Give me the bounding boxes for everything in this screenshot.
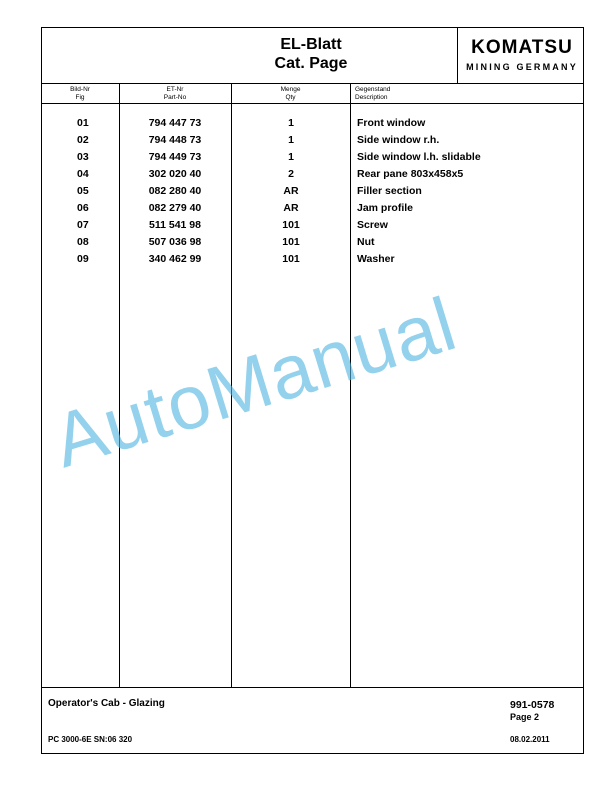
cell-qty: 1	[288, 134, 294, 146]
cell-description: Filler section	[357, 185, 422, 197]
cell-description: Front window	[357, 117, 426, 129]
cell-part: 794 447 73	[148, 117, 202, 129]
column-header-qty	[231, 86, 350, 102]
cell-qty: 101	[282, 219, 300, 231]
cell-part: 511 541 98	[149, 219, 201, 231]
cell-fig: 04	[77, 168, 89, 180]
column-header-de: Gegenstand	[355, 86, 391, 93]
footer-title: Operator's Cab - Glazing	[48, 698, 165, 709]
cell-qty: 1	[288, 117, 294, 129]
column-header-en: Qty	[285, 94, 296, 101]
table-row	[41, 117, 584, 134]
table-row	[41, 202, 584, 219]
table-row	[41, 168, 584, 185]
machine-model: PC 3000-6E SN:06 320	[48, 735, 133, 744]
cell-part: 302 020 40	[148, 168, 202, 180]
column-header-de: Menge	[280, 86, 301, 93]
cell-part: 082 280 40	[148, 185, 202, 197]
document-date: 08.02.2011	[510, 735, 550, 744]
cell-description: Side window l.h. slidable	[357, 151, 481, 163]
cell-description: Screw	[357, 219, 388, 231]
document-number: 991-0578	[510, 699, 555, 711]
cell-fig: 09	[77, 253, 89, 265]
column-header-de: ET-Nr	[166, 86, 184, 93]
table-row	[41, 151, 584, 168]
cell-qty: 2	[288, 168, 294, 180]
watermark: AutoManual	[43, 281, 466, 485]
cell-fig: 08	[77, 236, 89, 248]
cell-qty: 101	[282, 236, 300, 248]
column-header-en: Description	[355, 94, 388, 101]
cell-part: 794 448 73	[148, 134, 202, 146]
title-german: EL-Blatt	[280, 36, 342, 53]
cell-fig: 01	[77, 117, 89, 129]
cell-description: Nut	[357, 236, 375, 248]
cell-description: Rear pane 803x458x5	[357, 168, 464, 180]
cell-part: 507 036 98	[148, 236, 202, 248]
cell-qty: 1	[288, 151, 294, 163]
column-header-en: Part-No	[163, 94, 187, 101]
cell-qty: 101	[282, 253, 300, 265]
table-row	[41, 236, 584, 253]
cell-fig: 02	[77, 134, 89, 146]
page-number: Page 2	[510, 712, 540, 722]
cell-description: Jam profile	[357, 202, 414, 214]
cell-part: 340 462 99	[148, 253, 202, 265]
cell-description: Side window r.h.	[357, 134, 440, 146]
title-english: Cat. Page	[274, 55, 348, 72]
cell-qty: AR	[283, 185, 299, 197]
cell-fig: 07	[77, 219, 89, 231]
komatsu-logo	[457, 27, 584, 83]
cell-fig: 03	[77, 151, 89, 163]
column-header-fig	[41, 86, 119, 102]
cell-fig: 05	[77, 185, 89, 197]
page-header	[41, 27, 584, 84]
column-header-en: Fig	[75, 94, 85, 101]
column-header-description	[355, 86, 475, 102]
cell-description: Washer	[357, 253, 395, 265]
table-row	[41, 219, 584, 236]
table-row	[41, 185, 584, 202]
table-row	[41, 253, 584, 270]
cell-part: 082 279 40	[148, 202, 202, 214]
column-header-part	[119, 86, 231, 102]
column-header-de: Bild-Nr	[70, 86, 90, 93]
logo-subtitle: MINING GERMANY	[466, 62, 578, 72]
table-row	[41, 134, 584, 151]
cell-part: 794 449 73	[148, 151, 202, 163]
logo-brand: KOMATSU	[471, 37, 573, 58]
header-rule	[41, 103, 584, 104]
cell-fig: 06	[77, 202, 89, 214]
cell-qty: AR	[283, 202, 299, 214]
page-footer	[41, 687, 584, 754]
